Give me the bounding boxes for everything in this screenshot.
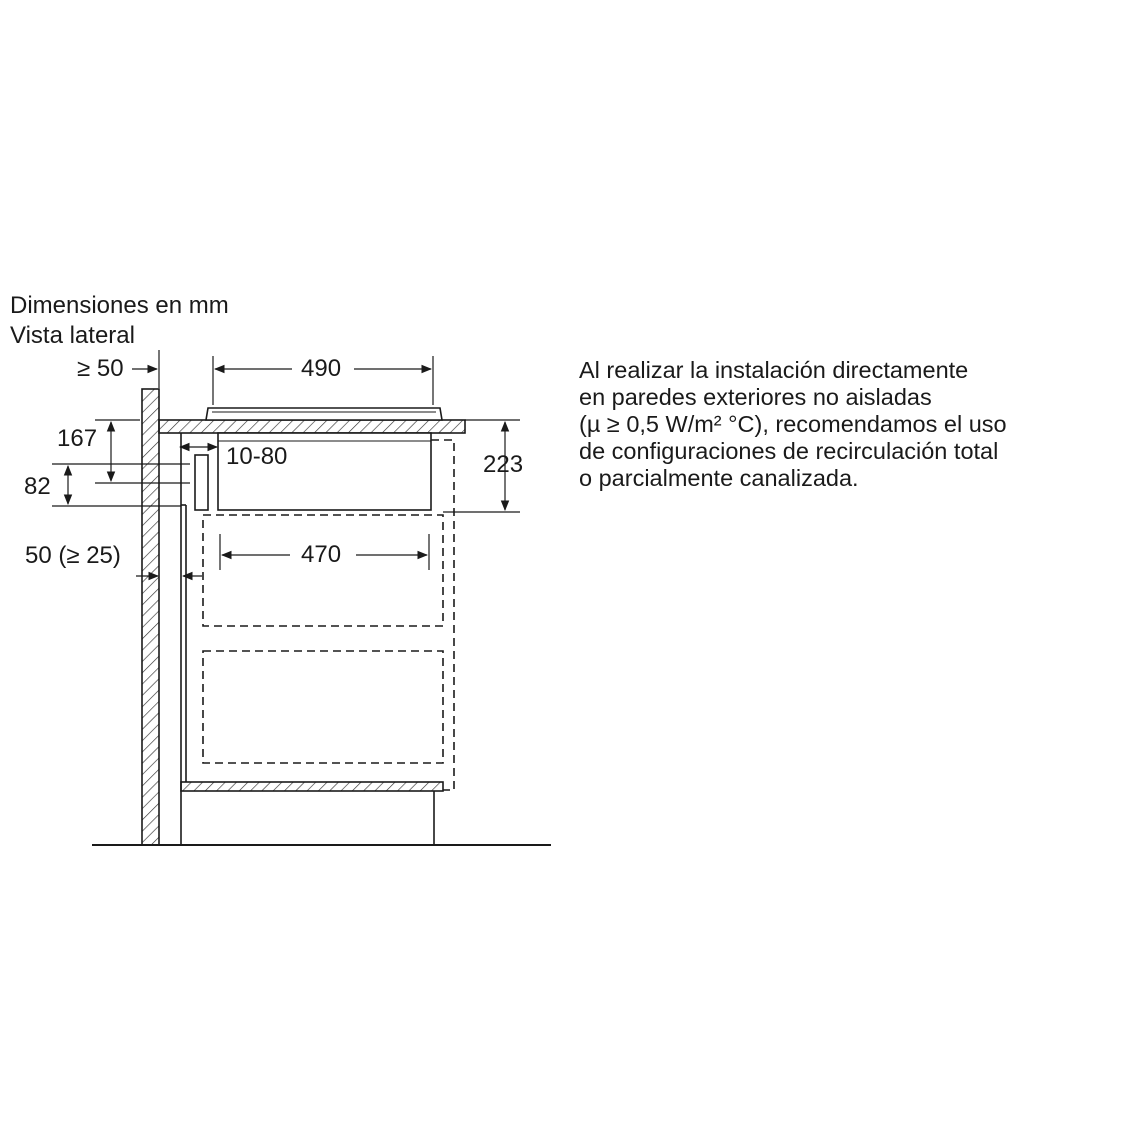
dim-wall-gap: ≥ 50 (77, 355, 124, 382)
duct-piece (195, 455, 208, 510)
hob-top (206, 408, 442, 420)
dim-470: 470 (301, 541, 342, 568)
drawer-lower (203, 651, 443, 763)
drawer-upper (203, 515, 443, 626)
dim-10-80: 10-80 (226, 443, 288, 470)
cabinet-bottom (181, 782, 443, 791)
header-title: Dimensiones en mm (10, 292, 229, 319)
countertop (159, 420, 465, 433)
note-line-4: de configuraciones de recirculación total (579, 438, 999, 464)
header-subtitle: Vista lateral (10, 322, 135, 349)
dim-side-gap: 50 (≥ 25) (25, 542, 121, 569)
dim-223: 223 (483, 451, 524, 478)
note-line-5: o parcialmente canalizada. (579, 465, 859, 491)
dim-82: 82 (24, 473, 51, 500)
dim-490: 490 (301, 355, 342, 382)
note-line-2: en paredes exteriores no aisladas (579, 384, 932, 410)
note-line-1: Al realizar la instalación directamente (579, 357, 969, 383)
wall (142, 389, 159, 845)
note-line-3: (µ ≥ 0,5 W/m² °C), recomendamos el uso (579, 411, 1007, 437)
dim-167: 167 (57, 425, 98, 452)
